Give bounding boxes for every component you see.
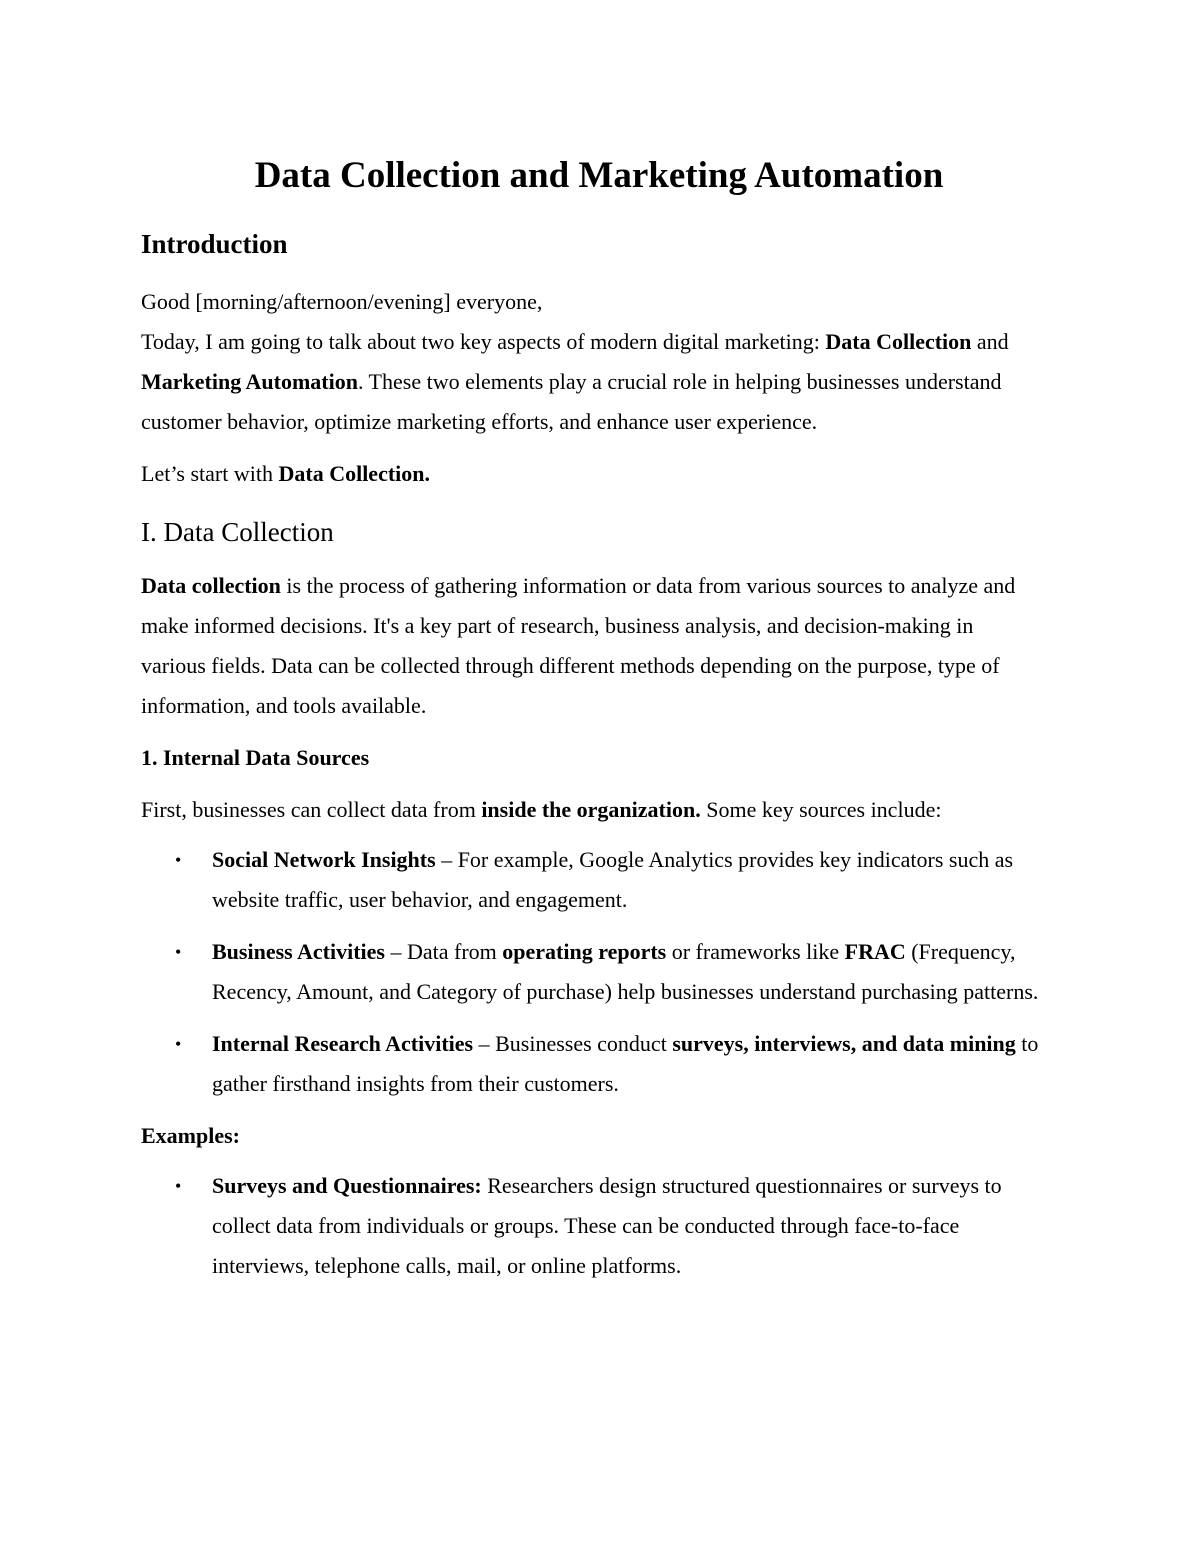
document-page xyxy=(141,150,1041,1298)
internal-sources-intro: First, businesses can collect data from inside the organization. Some key sources include: xyxy=(141,797,942,822)
definition-paragraph: Data collection is the process of gathering information or data from various sources to analyze and make informed decisions. It's a key part of research, business analysis, and decision-making in various fields. Data can be collected through different methods depending on the purpose, type of information, and tools available. xyxy=(141,573,1016,718)
internal-sources-list xyxy=(141,840,1041,1104)
list-item: • Social Network Insights – For example, Google Analytics provides key indicators such as website traffic, user behavior, and engagement. xyxy=(141,840,1041,920)
list-item: • Business Activities – Data from operating reports or frameworks like FRAC (Frequency, Recency, Amount, and Category of purchase) help businesses understand purchasing patterns. xyxy=(141,932,1041,1012)
examples-list xyxy=(141,1166,1041,1286)
document-title: Data Collection and Marketing Automation xyxy=(254,155,944,196)
bullet-icon: • xyxy=(175,1176,182,1196)
examples-heading: Examples: xyxy=(141,1123,240,1148)
introduction-heading: Introduction xyxy=(141,229,288,259)
bullet-icon: • xyxy=(175,850,182,870)
bullet-icon: • xyxy=(175,1034,182,1054)
list-item: • Surveys and Questionnaires: Researchers design structured questionnaires or surveys to collect data from individuals or groups. These can be conducted through face-to-face interviews, telephone calls, mail, or online platforms. xyxy=(141,1166,1041,1286)
intro-paragraph: Today, I am going to talk about two key aspects of modern digital marketing: Data Collection and Marketing Automation. These two elements play a crucial role in helping businesses understand customer behavior, optimize marketing efforts, and enhance user experience. xyxy=(141,329,1009,434)
list-item: • Internal Research Activities – Businesses conduct surveys, interviews, and data mining to gather firsthand insights from their customers. xyxy=(141,1024,1041,1104)
bullet-icon: • xyxy=(175,942,182,962)
internal-sources-subheading: 1. Internal Data Sources xyxy=(141,745,370,770)
data-collection-heading: I. Data Collection xyxy=(141,517,334,547)
greeting-line: Good [morning/afternoon/evening] everyone, xyxy=(141,289,543,314)
start-line: Let’s start with Data Collection. xyxy=(141,461,431,486)
